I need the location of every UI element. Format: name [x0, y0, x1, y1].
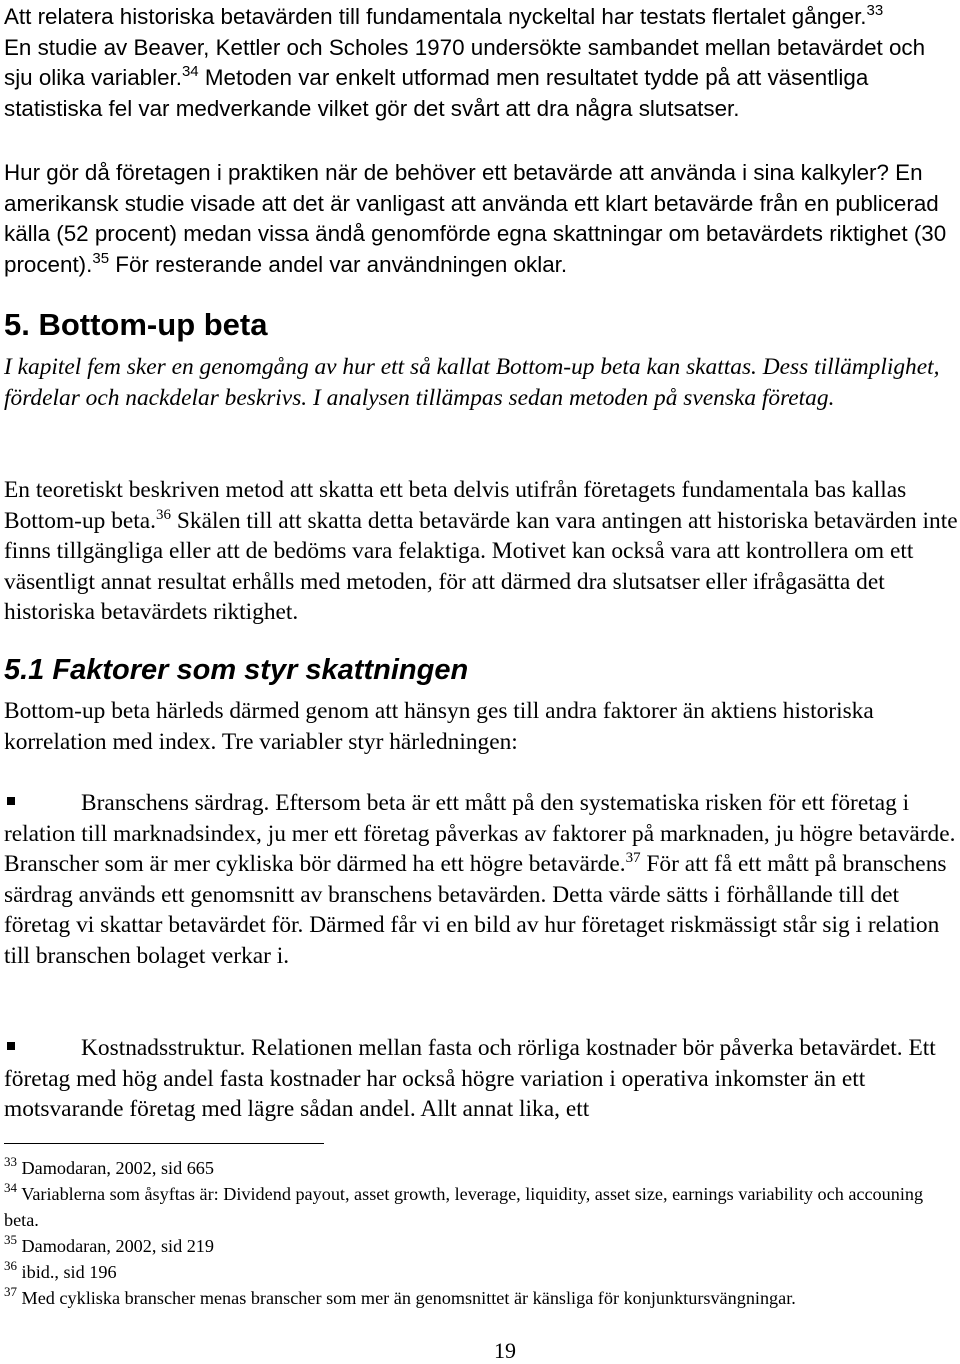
footnote-ref: 36	[156, 506, 172, 523]
subsection-heading: 5.1 Faktorer som styr skattningen	[4, 654, 469, 686]
paragraph-derivation: Bottom-up beta härleds därmed genom att hänsyn ges till andra faktorer än aktiens historiska korrelation med index. Tre variabler styr härledningen:	[4, 698, 874, 755]
footnote	[4, 1285, 958, 1311]
list-item-text: Kostnadsstruktur. Relationen mellan fasta och rörliga kostnader bör påverka betavärdet. Ett företag med hög andel fasta kostnader har också högre variation i operativa inkomster än ett motsvarande företag med lägre sådan andel. Allt annat lika, ett	[4, 1035, 936, 1122]
bullet-icon	[7, 797, 15, 805]
footnote-ref: 35	[92, 249, 110, 267]
section-heading: 5. Bottom-up beta	[4, 307, 268, 342]
paragraph-text: Metoden var enkelt utformad men resultatet tydde på att väsentliga statistiska fel var medverkande vilket gör det svårt att dra några slutsatser.	[4, 65, 869, 121]
footnote	[4, 1155, 958, 1181]
footnote-number: 35	[4, 1232, 17, 1247]
paragraph-practice	[4, 158, 958, 280]
footnote-text: Damodaran, 2002, sid 665	[21, 1158, 214, 1178]
footnote-number: 33	[4, 1154, 17, 1169]
footnote-number: 37	[4, 1284, 17, 1299]
chapter-intro: I kapitel fem sker en genomgång av hur ett så kallat Bottom-up beta kan skattas. Dess tillämplighet, fördelar och nackdelar beskrivs. I analysen tillämpas sedan metoden på svenska företag.	[4, 354, 940, 411]
paragraph-text: En teoretiskt beskriven metod att skatta ett beta delvis utifrån företagets fundamentala bas kallas Bottom-up beta.	[4, 477, 907, 534]
footnote-text: Damodaran, 2002, sid 219	[21, 1236, 214, 1256]
list-item-text: Branschens särdrag. Eftersom beta är ett mått på den systematiska risken för ett företag i relation till marknadsindex, ju mer ett företag påverkas av faktorer på marknaden, ju högre betavärde. Branscher som är mer cykliska bör därmed ha ett högre betavärde.	[4, 790, 956, 877]
footnote	[4, 1259, 958, 1285]
paragraph-text: En studie av Beaver, Kettler och Scholes 1970 undersökte sambandet mellan betavärdet och sju olika variabler.	[4, 34, 926, 90]
footnote-text: ibid., sid 196	[21, 1262, 117, 1282]
footnote-text: Med cykliska branscher menas branscher som mer än genomsnittet är känsliga för konjunktursvängningar.	[21, 1288, 796, 1308]
bullet-icon	[7, 1042, 15, 1050]
footnote-ref: 33	[866, 2, 884, 19]
page-number: 19	[494, 1338, 516, 1363]
paragraph-text: Hur gör då företagen i praktiken när de behöver ett betavärde att använda i sina kalkyler? En amerikansk studie visade att det är vanligast att använda ett klart betavärde från en publicerad källa (52 procent) medan vissa ändå genomförde egna skattningar om betavärdets riktighet (30 procent).	[4, 160, 947, 277]
footnotes	[4, 1155, 958, 1311]
footnote-number: 36	[4, 1258, 17, 1273]
list-item	[4, 1033, 958, 1125]
footnote-divider	[4, 1143, 324, 1144]
list-item	[4, 788, 958, 971]
list-item-text: För att få ett mått på branschens särdrag används ett genomsnitt av branschens betavärden. Detta värde sätts i förhållande till det företag vi skattar betavärdet för. Därmed får vi en bild av hur företaget riskmässigt står sig i relation till branschen bolaget verkar i.	[4, 851, 947, 969]
footnote	[4, 1233, 958, 1259]
paragraph-text: Skälen till att skatta detta betavärde kan vara antingen att historiska betavärden inte finns tillgängliga eller att de bedöms vara felaktiga. Motivet kan också vara att kontrollera om ett väsentligt annat resultat erhålls med metoden, för att därmed dra slutsatser eller ifrågasätta det historiska betavärdets riktighet.	[4, 507, 958, 625]
footnote-ref: 34	[181, 63, 199, 80]
footnote-text: Variablerna som åsyftas är: Dividend payout, asset growth, leverage, liquidity, asset size, earnings variability och accouning beta.	[4, 1184, 924, 1230]
paragraph-text: För resterande andel var användningen oklar.	[109, 251, 568, 277]
footnote-number: 34	[4, 1180, 17, 1195]
footnote	[4, 1181, 958, 1233]
paragraph-definition	[4, 475, 958, 628]
paragraph-beta-studies	[4, 2, 958, 124]
paragraph-text: Att relatera historiska betavärden till fundamentala nyckeltal har testats flertalet gånger.	[4, 4, 867, 29]
footnote-ref: 37	[625, 850, 641, 866]
